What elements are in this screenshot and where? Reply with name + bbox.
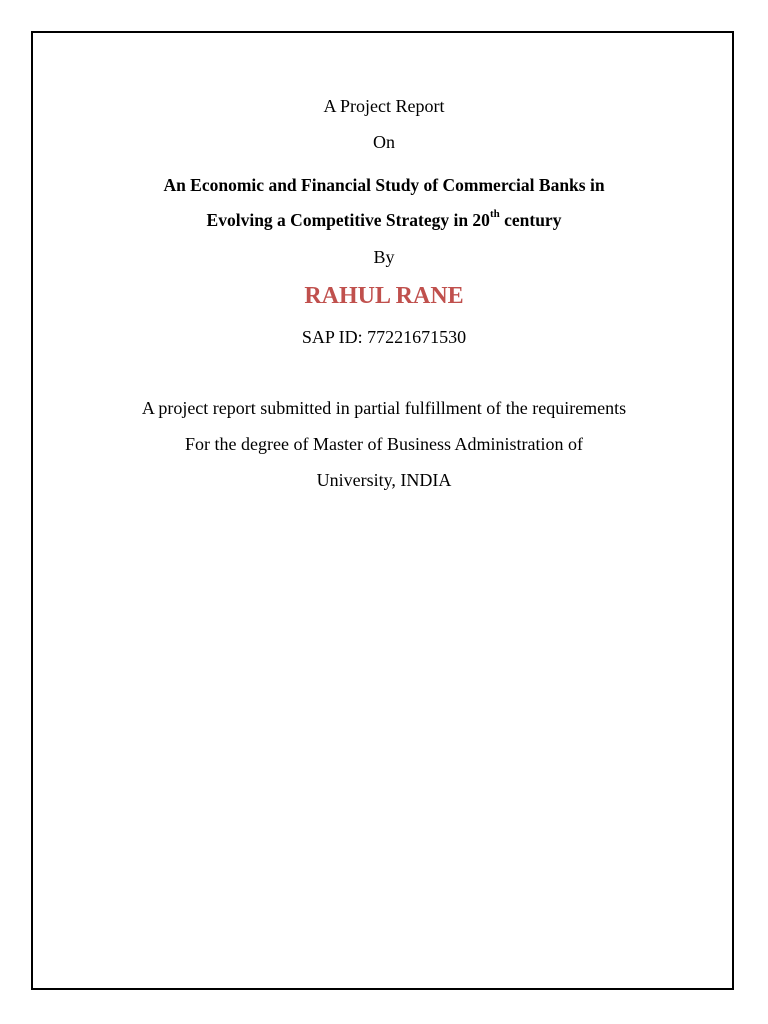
title-superscript: th [489,208,500,220]
submission-line-3: University, INDIA [316,470,452,490]
title-line-2-end: century [499,210,562,230]
sap-id: SAP ID: 77221671530 [301,327,467,347]
title-line-2 [0,208,768,230]
on-text: On [373,132,395,152]
title-line-2-main: Evolving a Competitive Strategy in 20 [206,210,490,230]
author-name: RAHUL RANE [304,283,464,309]
report-heading: A Project Report [323,96,445,116]
title-line-1: An Economic and Financial Study of Commercial Banks in [163,175,605,195]
submission-line-2: For the degree of Master of Business Administration of [185,434,583,454]
submission-line-1: A project report submitted in partial fulfillment of the requirements [141,398,627,418]
by-text: By [373,247,395,267]
